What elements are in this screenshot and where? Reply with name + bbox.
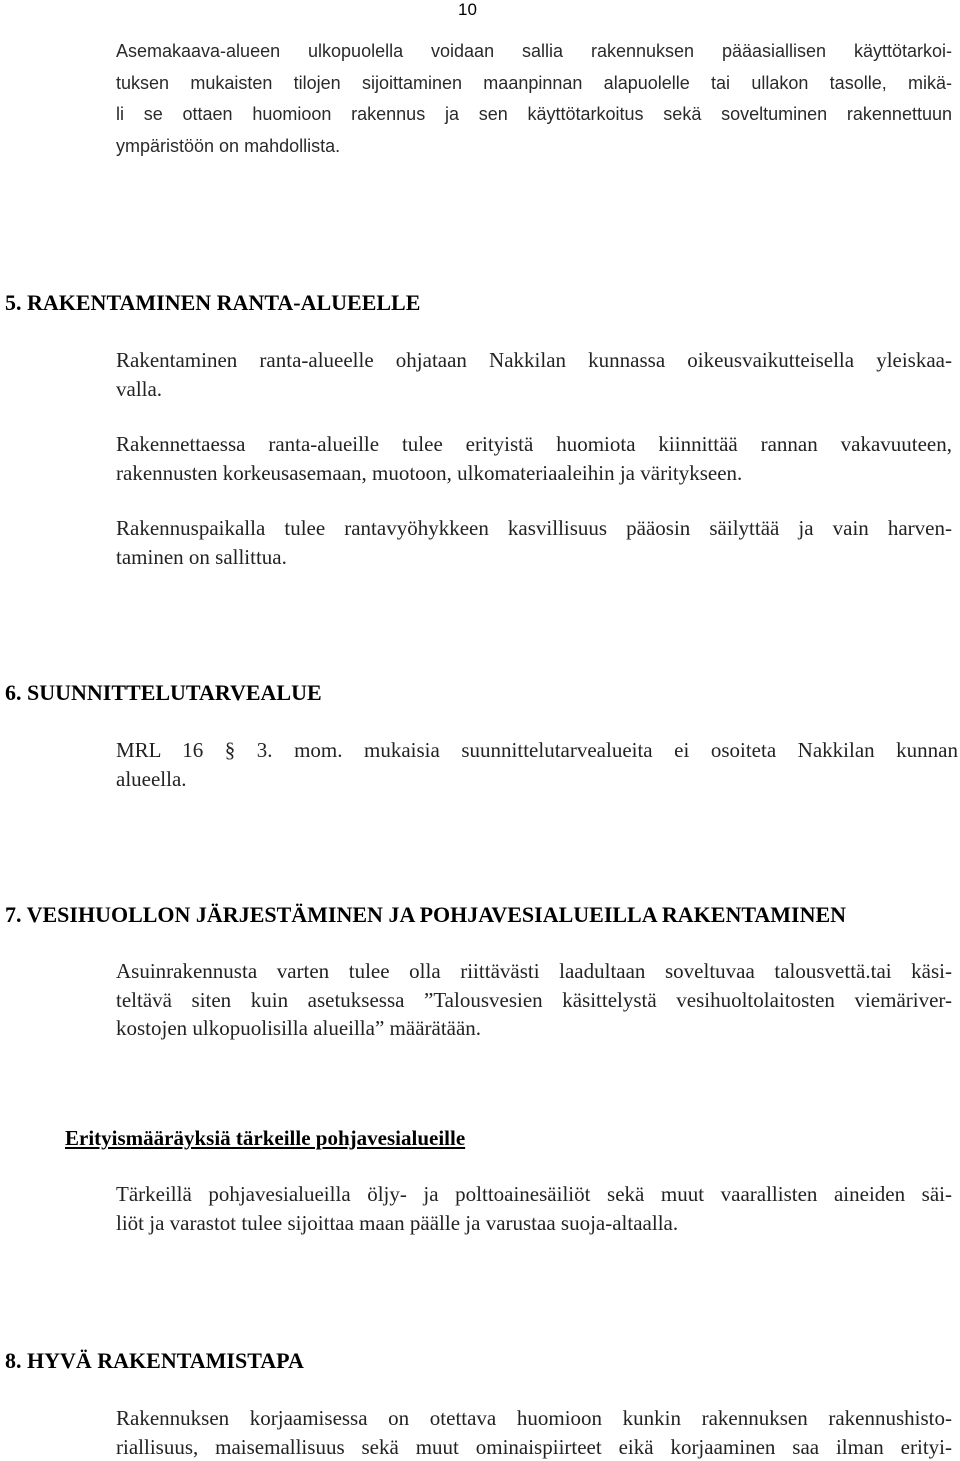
section-8-paragraph-1 <box>116 1404 952 1461</box>
section-6-heading: 6. SUUNNITTELUTARVEALUE <box>5 680 322 706</box>
text-line: kostojen ulkopuolisilla alueilla” määrätään. <box>116 1014 952 1043</box>
section-5-paragraph-3 <box>116 514 952 571</box>
text-line: taminen on sallittua. <box>116 543 952 572</box>
text-line: Rakennuksen korjaamisessa on otettava huomioon kunkin rakennuksen rakennushisto- <box>116 1404 952 1433</box>
text-line: MRL 16 § 3. mom. mukaisia suunnittelutarvealueita ei osoiteta Nakkilan kunnan <box>116 736 958 765</box>
text-line: riallisuus, maisemallisuus sekä muut ominaispiirteet eikä korjaaminen saa ilman erityi- <box>116 1433 952 1461</box>
text-line: valla. <box>116 375 952 404</box>
text-line: Asuinrakennusta varten tulee olla riittävästi laadultaan soveltuvaa talousvettä.tai käsi- <box>116 957 952 986</box>
groundwater-paragraph <box>116 1180 952 1237</box>
section-7-heading: 7. VESIHUOLLON JÄRJESTÄMINEN JA POHJAVESIALUEILLA RAKENTAMINEN <box>5 902 846 928</box>
text-line: Tärkeillä pohjavesialueilla öljy- ja polttoainesäiliöt sekä muut vaarallisten aineiden säi- <box>116 1180 952 1209</box>
intro-paragraph <box>116 36 952 162</box>
page-number: 10 <box>458 0 477 20</box>
text-line: Rakennettaessa ranta-alueille tulee erityistä huomiota kiinnittää rannan vakavuuteen, <box>116 430 952 459</box>
text-line: alueella. <box>116 765 958 794</box>
text-line: teltävä siten kuin asetuksessa ”Talousvesien käsittelystä vesihuoltolaitosten viemäriver- <box>116 986 952 1015</box>
section-6-paragraph-1 <box>116 736 958 793</box>
text-line: Asemakaava-alueen ulkopuolella voidaan sallia rakennuksen pääasiallisen käyttötarkoi- <box>116 36 952 68</box>
text-line: rakennusten korkeusasemaan, muotoon, ulkomateriaaleihin ja väritykseen. <box>116 459 952 488</box>
text-line: Rakennuspaikalla tulee rantavyöhykkeen kasvillisuus pääosin säilyttää ja vain harven- <box>116 514 952 543</box>
section-5-paragraph-1 <box>116 346 952 403</box>
section-5-paragraph-2 <box>116 430 952 487</box>
text-line: liöt ja varastot tulee sijoittaa maan päälle ja varustaa suoja-altaalla. <box>116 1209 952 1238</box>
section-7-paragraph-1 <box>116 957 952 1043</box>
text-line: Rakentaminen ranta-alueelle ohjataan Nakkilan kunnassa oikeusvaikutteisella yleiskaa- <box>116 346 952 375</box>
text-line: tuksen mukaisten tilojen sijoittaminen maanpinnan alapuolelle tai ullakon tasolle, mikä- <box>116 68 952 100</box>
text-line: ympäristöön on mahdollista. <box>116 131 952 163</box>
text-line: li se ottaen huomioon rakennus ja sen käyttötarkoitus sekä soveltuminen rakennettuun <box>116 99 952 131</box>
section-8-heading: 8. HYVÄ RAKENTAMISTAPA <box>5 1348 304 1374</box>
groundwater-subheading: Erityismääräyksiä tärkeille pohjavesialueille <box>65 1126 465 1151</box>
section-5-heading: 5. RAKENTAMINEN RANTA-ALUEELLE <box>5 290 420 316</box>
